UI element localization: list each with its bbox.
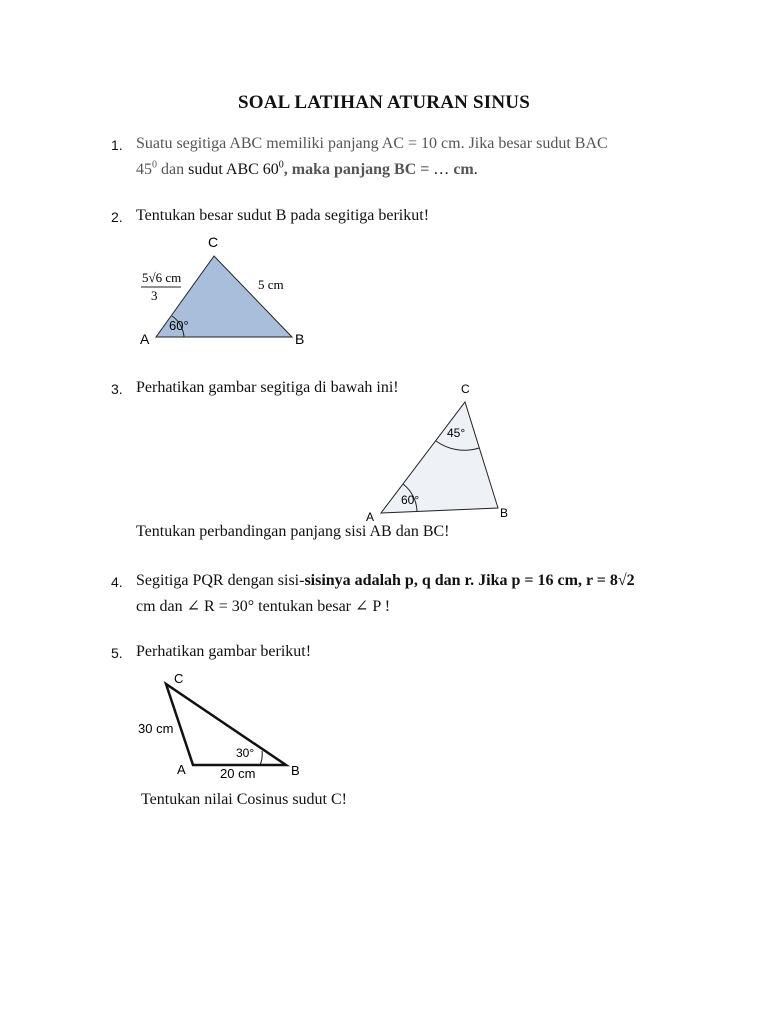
q3-triangle-figure [355, 375, 525, 525]
q2-side-bc: 5 cm [258, 277, 284, 292]
q1-dan: dan [157, 161, 189, 178]
q1-line2 [136, 157, 478, 183]
q3-label-a: A [366, 510, 375, 524]
q3-question: Tentukan perbandingan panjang sisi AB dan BC! [136, 523, 450, 540]
q2-triangle-figure [128, 230, 328, 350]
q2-label-b: B [295, 331, 305, 347]
q1-maka-bc: , maka panjang BC [283, 161, 417, 178]
q3-number: 3. [111, 381, 123, 397]
q5-text: Perhatikan gambar berikut! [136, 643, 312, 660]
q2-label-a: A [140, 331, 150, 347]
q1-degree-mark-2: 0 [278, 159, 284, 171]
q5-triangle-figure [130, 667, 310, 785]
q2-side-ac-numerator: 5√6 cm [142, 270, 182, 285]
q5-number: 5. [111, 645, 123, 661]
q5-angle-b: 30° [236, 746, 255, 760]
q1-cm: cm [453, 161, 474, 178]
q3-triangle [381, 402, 498, 513]
q1-number: 1. [111, 137, 123, 153]
q2-side-ac-denominator: 3 [151, 288, 158, 303]
q3-angle-a: 60° [401, 493, 420, 507]
q3-label-c: C [461, 382, 470, 396]
q4-number: 4. [111, 574, 123, 590]
page-title: SOAL LATIHAN ATURAN SINUS [237, 92, 530, 113]
q1-line1: Suatu segitiga ABC memiliki panjang AC = 10 cm. Jika besar sudut BAC [136, 135, 608, 152]
q3-label-b: B [500, 506, 509, 520]
q4-part-a: Segitiga PQR dengan sisi- [136, 572, 305, 589]
q1-period: . [473, 161, 478, 178]
q3-angle-c: 45° [447, 426, 466, 440]
q1-degree-mark: 0 [152, 159, 157, 171]
q5-question: Tentukan nilai Cosinus sudut C! [141, 791, 347, 808]
q2-text: Tentukan besar sudut B pada segitiga berikut! [136, 207, 430, 224]
q2-label-c: C [208, 234, 219, 250]
q2-angle-a: 60° [169, 318, 189, 333]
q3-text: Perhatikan gambar segitiga di bawah ini! [136, 379, 399, 396]
q2-number: 2. [111, 209, 123, 225]
q5-side-ac: 30 cm [138, 721, 174, 736]
q4-line1 [136, 568, 635, 594]
q1-angle-abc: sudut ABC 60 [188, 161, 279, 178]
q5-label-c: C [174, 671, 184, 686]
q5-label-a: A [177, 762, 186, 777]
q5-side-ab: 20 cm [220, 766, 256, 781]
q1-equals: = … [416, 161, 454, 178]
q1-angle-bac: 45 [136, 161, 152, 178]
q4-line2: cm dan ∠ R = 30° tentukan besar ∠ P ! [136, 598, 391, 615]
q5-label-b: B [291, 763, 300, 778]
q4-part-b: sisinya adalah p, q dan r. Jika p = 16 cm, r = 8√2 [304, 572, 635, 589]
q5-triangle [166, 684, 286, 765]
